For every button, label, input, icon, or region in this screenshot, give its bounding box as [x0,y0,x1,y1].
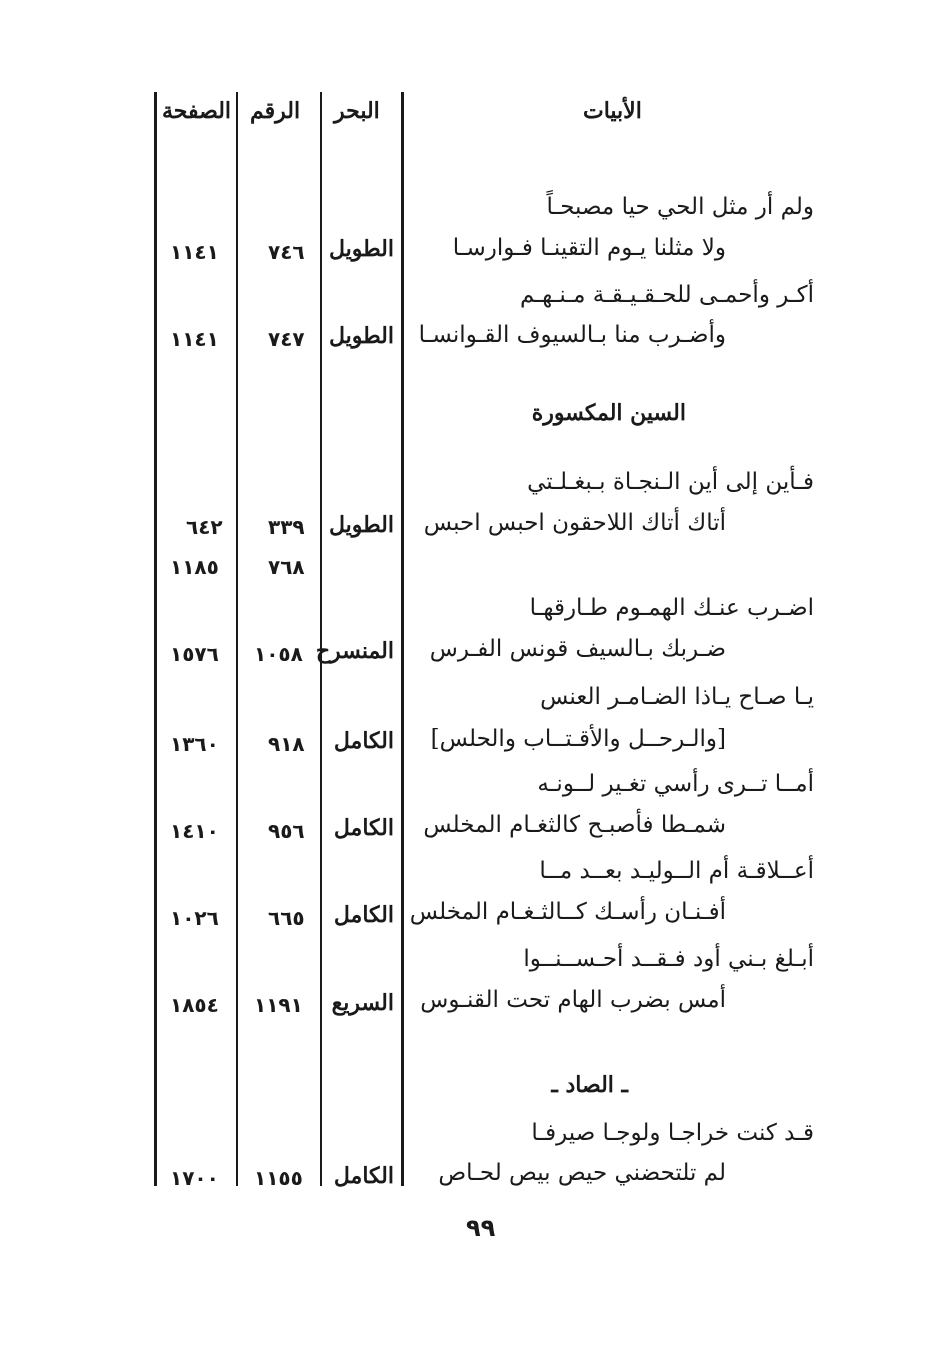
safha-cell: ١٨٥٤ [170,993,219,1017]
verse-line: اضـرب عنـك الهمـوم طـارقهـا [529,595,814,621]
bahr-cell: الكامل [333,902,394,928]
verse-line: أمس بضرب الهام تحت القنـوس [420,987,726,1013]
verse-line: شمـطا فأصبـح كالثغـام المخلس [423,812,726,838]
bahr-cell: المنسرح [315,638,394,664]
raqm-cell: ٩١٨ [268,732,305,756]
verse-line: لم تلتحضني حيص بيص لحـاص [438,1160,726,1186]
bahr-cell: الكامل [333,815,394,841]
safha-cell: ١٥٧٦ [170,642,219,666]
raqm-cell: ١١٩١ [254,993,303,1017]
verse-line: أكـر وأحمـى للحـقـيـقـة مـنـهـم [520,282,814,308]
bahr-cell: الطويل [328,236,394,262]
verse-line: قـد كنت خراجـا ولوجـا صيرفـا [531,1120,814,1146]
raqm-cell: ٦٦٥ [268,906,305,930]
verse-line: أعــلاقـة أم الــوليـد بعــد مــا [539,858,814,884]
header-raqm: الرقم [250,98,301,124]
verse-line: أبـلغ بـني أود فـقــد أحـســنــوا [523,946,814,972]
verse-line: ولم أر مثل الحي حيا مصبحـاً [546,194,814,220]
verse-line: ولا مثلنا يـوم التقينـا فـوارسـا [452,235,726,261]
safha-cell: ١١٤١ [170,327,219,351]
raqm-cell: ٣٣٩ [268,515,305,539]
bahr-cell: السريع [331,990,394,1016]
safha-cell: ١٤١٠ [170,819,219,843]
left-border-rule [154,92,157,1186]
section-heading: ـ الصاد ـ [551,1072,628,1098]
safha-cell: ١٣٦٠ [170,732,219,756]
safha-cell: ١٠٢٦ [170,906,219,930]
safha-cell: ٦٤٢ [186,515,223,539]
raqm-cell: ٧٦٨ [268,555,305,579]
bahr-cell: الطويل [328,512,394,538]
safha-cell: ١١٤١ [170,240,219,264]
raqm-cell: ٧٤٦ [268,240,305,264]
verse-line: أمــا تــرى رأسي تغـير لــونـه [537,771,814,797]
raqm-cell: ١٠٥٨ [254,642,303,666]
header-bahr: البحر [334,98,380,124]
verse-line: ضـربك بـالسيف قونس الفـرس [429,636,726,662]
raqm-cell: ١١٥٥ [254,1166,303,1190]
safha-cell: ١١٨٥ [170,555,219,579]
raqm-cell: ٧٤٧ [268,327,305,351]
safha-raqm-divider [236,92,238,1186]
bahr-cell: الطويل [328,323,394,349]
verse-line: أتاك أتاك اللاحقون احبس احبس [423,510,726,536]
bahr-cell: الكامل [333,1163,394,1189]
verse-line: أفـنـان رأسـك كــالثـغـام المخلس [409,899,726,925]
bahr-cell: الكامل [333,728,394,754]
section-heading: السين المكسورة [531,400,686,426]
verse-line: يـا صـاح يـاذا الضـامـر العنس [540,684,814,710]
header-abyat: الأبيات [583,98,642,124]
verse-line: [والـرحــل والأقـتــاب والحلس] [430,726,726,752]
bahr-abyat-divider [401,92,404,1186]
safha-cell: ١٧٠٠ [170,1166,219,1190]
verse-line: فـأين إلى أين الـنجـاة بـبغـلـتي [527,469,814,495]
raqm-cell: ٩٥٦ [268,819,305,843]
verse-line: وأضـرب منا بـالسيوف القـوانسـا [418,322,726,348]
header-safha: الصفحة [162,98,232,124]
page-number: ٩٩ [466,1214,496,1242]
